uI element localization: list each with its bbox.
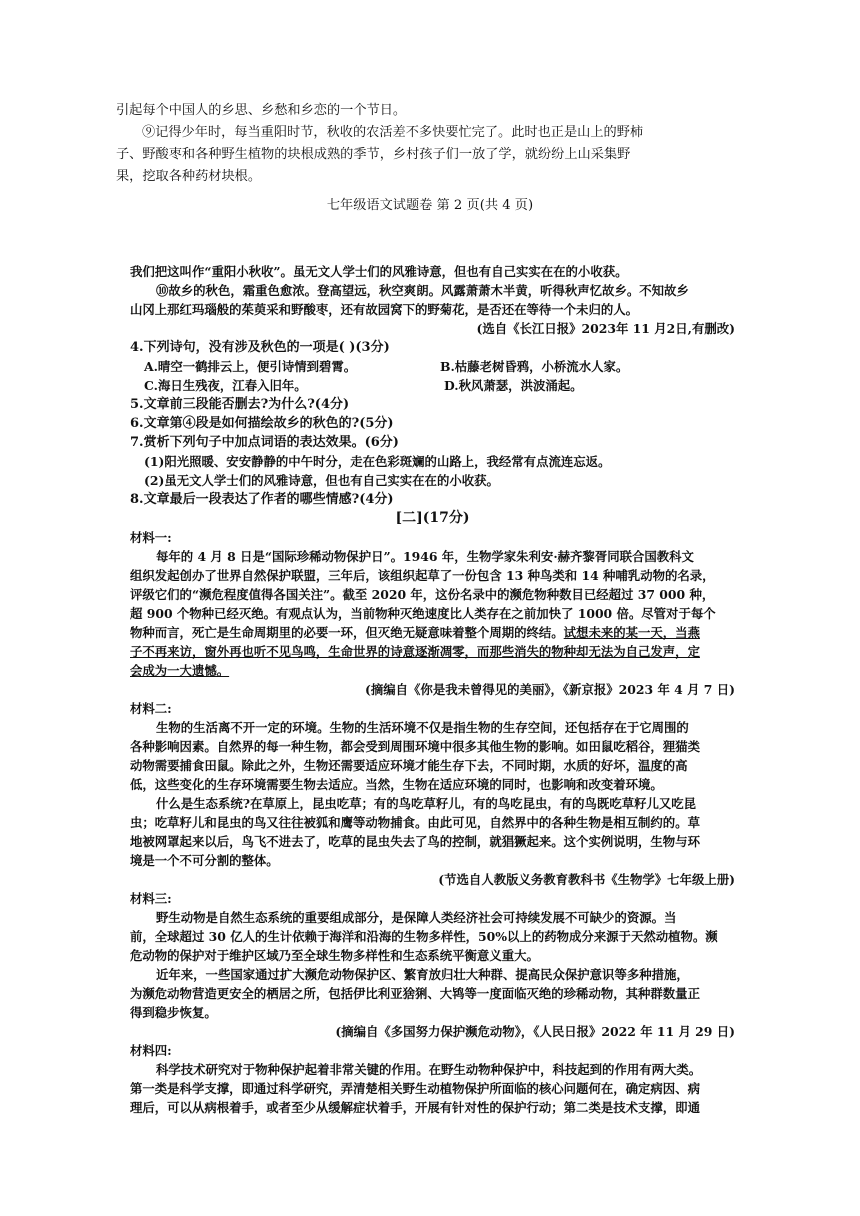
material-3-line: 为濒危动物营造更安全的栖居之所，包括伊比利亚猞猁、大鸨等一度面临灭绝的珍稀动物，其种群数量正 — [130, 986, 700, 1001]
page-footer: 七年级语文试题卷 第 2 页(共 4 页) — [326, 198, 534, 213]
option-d: D.秋风萧瑟，洪波涌起。 — [444, 378, 583, 393]
material-3-title: 材料三: — [130, 891, 172, 906]
question-4-options-row — [130, 376, 735, 395]
material-4-line: 科学技术研究对于物种保护起着非常关键的作用。在野生动物种保护中，科技起到的作用有两大类。 — [156, 1062, 702, 1077]
question-4-options-row — [130, 357, 735, 376]
material-1-line: 评级它们的“濒危程度值得各国关注”。截至 2020 年，这份名录中的濒危物种数目已经超过 37 000 种， — [130, 587, 715, 602]
material-2-line: 低，这些变化的生存环境需要生物去适应。当然，生物在适应环境的同时，也影响和改变着环境。 — [130, 777, 663, 792]
underlined-sentence: 试想未来的某一天，当燕 — [563, 625, 700, 640]
material-1-line: 组织发起创办了世界自然保护联盟，三年后，该组织起草了一份包含 13 种鸟类和 14 种哺乳动物的名录， — [130, 568, 715, 583]
source-citation: (选自《长江日报》2023年 11 月2日,有删改) — [476, 321, 735, 336]
material-1-line — [130, 623, 735, 642]
material-4-title: 材料四: — [130, 1043, 172, 1058]
material-4-line: 理后，可以从病根着手，或者至少从缓解症状着手，开展有针对性的保护行动；第二类是技术支撑，即通 — [130, 1100, 700, 1115]
page1-text — [116, 100, 756, 188]
material-3-line: 得到稳步恢复。 — [130, 1005, 217, 1020]
paragraph-9-line: 果，挖取各种药材块根。 — [116, 169, 262, 184]
source-citation: (摘编自《多国努力保护濒危动物》，《人民日报》2022 年 11 月 29 日) — [335, 1024, 735, 1039]
question-6: 6.文章第④段是如何描绘故乡的秋色的?(5分) — [130, 416, 394, 431]
underlined-sentence: 会成为一大遗憾。 — [130, 663, 230, 678]
material-3-line: 野生动物是自然生态系统的重要组成部分，是保障人类经济社会可持续发展不可缺少的资源。当 — [156, 910, 677, 925]
option-b: B.枯藤老树昏鸦，小桥流水人家。 — [440, 359, 629, 374]
question-7: 7.赏析下列句子中加点词语的表达效果。(6分) — [130, 435, 399, 450]
paragraph-10-line: 山冈上那红玛瑙般的茱萸采和野酸枣，还有故园窝下的野菊花，是否还在等待一个未归的人。 — [130, 302, 639, 317]
paragraph-line: 我们把这叫作“重阳小秋收”。虽无文人学士们的风雅诗意，但也有自己实实在在的小收获。 — [130, 264, 628, 279]
material-1-line: 超 900 个物种已经灭绝。有观点认为，当前物种灭绝速度比人类存在之前加快了 1000 倍。尽管对于每个 — [130, 606, 716, 621]
material-2-line: 虫；吃草籽儿和昆虫的鸟又往往被狐和鹰等动物捕食。由此可见，自然界中的各种生物是相互制约的。草 — [130, 815, 700, 830]
material-2-title: 材料二: — [130, 701, 172, 716]
question-4: 4.下列诗句，没有涉及秋色的一项是( )(3分) — [130, 340, 390, 355]
material-2-line: 动物需要捕食田鼠。除此之外，生物还需要适应环境才能生存下去，不同时期，水质的好坏，温度的高 — [130, 758, 688, 773]
material-1-line: 每年的 4 月 8 日是“国际珍稀动物保护日”。1946 年，生物学家朱利安·赫齐黎胥同联合国教科文 — [156, 549, 694, 564]
material-3-line: 近年来，一些国家通过扩大濒危动物保护区、繁育放归壮大种群、提高民众保护意识等多种措施， — [156, 967, 689, 982]
option-a: A.晴空一鹤排云上，便引诗情到碧霄。 — [144, 359, 357, 374]
material-2-line: 各种影响因素。自然界的每一种生物，都会受到周围环境中很多其他生物的影响。如田鼠吃稻谷，狸猫类 — [130, 739, 700, 754]
source-citation: (摘编自《你是我未曾得见的美丽》，《新京报》2023 年 4 月 7 日) — [365, 682, 735, 697]
material-2-line: 境是一个不可分割的整体。 — [130, 853, 279, 868]
material-2-line: 什么是生态系统?在草原上，昆虫吃草；有的鸟吃草籽儿，有的鸟吃昆虫，有的鸟既吃草籽儿又吃昆 — [156, 796, 697, 811]
section-2-heading: [二](17分) — [395, 510, 470, 526]
material-3-line: 前，全球超过 30 亿人的生计依赖于海洋和沿海的生物多样性，50%以上的药物成分来源于天然动植物。濒 — [130, 929, 718, 944]
material-3-line: 危动物的保护对于维护区域乃至全球生物多样性和生态系统平衡意义重大。 — [130, 948, 539, 963]
question-7-item-1: (1)阳光照暖、安安静静的中午时分，走在色彩斑斓的山路上，我经常有点流连忘返。 — [144, 454, 611, 469]
option-c: C.海日生残夜，江春入旧年。 — [144, 378, 307, 393]
source-citation: (节选自人教版义务教育教科书《生物学》七年级上册) — [438, 872, 735, 887]
question-7-item-2: (2)虽无文人学士们的风雅诗意，但也有自己实实在在的小收获。 — [144, 473, 499, 488]
underlined-sentence: 子不再来访，窗外再也听不见鸟鸣，生命世界的诗意逐渐凋零，而那些消失的物种却无法为自己发声，定 — [130, 644, 700, 659]
material-2-line: 地被网罩起来以后，鸟飞不进去了，吃草的昆虫失去了鸟的控制，就猖獗起来。这个实例说明，生物与环 — [130, 834, 700, 849]
paragraph-9-line: ⑨记得少年时，每当重阳时节，秋收的农活差不多快要忙完了。此时也正是山上的野柿 — [142, 125, 644, 140]
paragraph-9-line: 子、野酸枣和各种野生植物的块根成熟的季节，乡村孩子们一放了学，就纷纷上山采集野 — [116, 147, 631, 162]
material-4-line: 第一类是科学支撑，即通过科学研究，弄清楚相关野生动植物保护所面临的核心问题何在，确定病因、病 — [130, 1081, 700, 1096]
question-8: 8.文章最后一段表达了作者的哪些情感?(4分) — [130, 492, 394, 507]
page1-line: 引起每个中国人的乡思、乡愁和乡恋的一个节日。 — [116, 103, 407, 118]
paragraph-10-line: ⑩故乡的秋色，霜重色愈浓。登高望远，秋空爽朗。风露萧萧木半黄，听得秋声忆故乡。不知故乡 — [156, 283, 689, 298]
question-5: 5.文章前三段能否删去?为什么?(4分) — [130, 397, 350, 412]
material-1-title: 材料一: — [130, 530, 172, 545]
page2-text — [130, 262, 735, 1117]
material-2-line: 生物的生活离不开一定的环境。生物的生活环境不仅是指生物的生存空间，还包括存在于它周围的 — [156, 720, 689, 735]
material-1-text: 物种而言，死亡是生命周期里的必要一环，但灭绝无疑意味着整个周期的终结。 — [130, 625, 564, 640]
